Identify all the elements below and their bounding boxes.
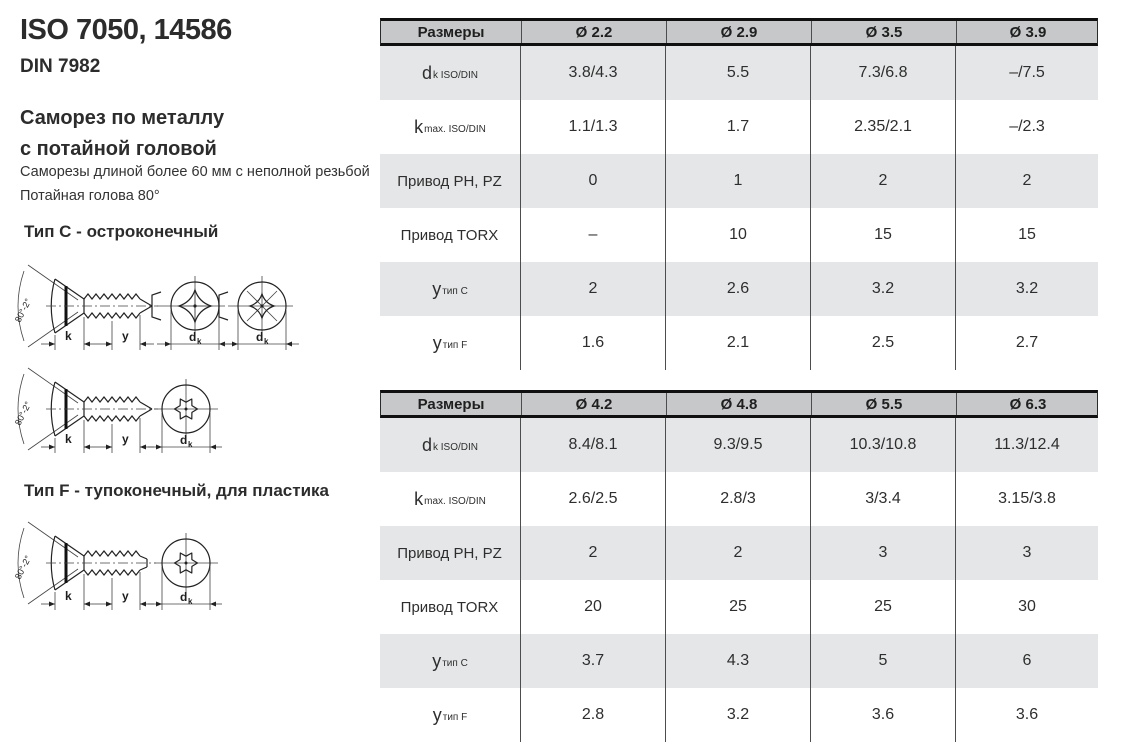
header-cell-diameter: Ø 6.3 xyxy=(956,393,1099,415)
cell-value: 25 xyxy=(665,580,810,634)
cell-value: 2 xyxy=(520,262,665,316)
cell-value: 4.3 xyxy=(665,634,810,688)
cell-value: 10.3/10.8 xyxy=(810,418,955,472)
header-cell-razmery: Размеры xyxy=(417,395,485,413)
row-label: Привод PH, PZ xyxy=(397,172,502,190)
table-row-dk xyxy=(380,418,1098,472)
cell-value: 3.2 xyxy=(665,688,810,742)
table-row-kmax xyxy=(380,472,1098,526)
cell-value: 2 xyxy=(520,526,665,580)
screw-side-view xyxy=(13,368,158,453)
section-title-type-f: Тип F - тупоконечный, для пластика xyxy=(24,481,329,500)
cell-value: 1.7 xyxy=(665,100,810,154)
row-label: Привод TORX xyxy=(400,598,499,616)
header-cell-razmery: Размеры xyxy=(417,23,485,41)
product-description-line1: Саморезы длиной более 60 мм с неполной резьбой xyxy=(20,164,370,180)
header-cell-diameter: Ø 5.5 xyxy=(811,393,956,415)
dim-k-label: k xyxy=(65,589,72,603)
type-f-drawing-torx xyxy=(8,510,223,617)
cell-value: 2 xyxy=(665,526,810,580)
cell-value: 2 xyxy=(810,154,955,208)
dim-dk-label: d xyxy=(189,330,197,344)
cell-value: 15 xyxy=(810,208,955,262)
table-row-y-type-f xyxy=(380,316,1098,370)
product-description-line2: Потайная голова 80° xyxy=(20,188,160,205)
product-name xyxy=(20,103,224,165)
row-label: y $_{тип C}$ xyxy=(432,650,468,671)
cell-value: 3.2 xyxy=(955,262,1098,316)
dim-k-label: k xyxy=(65,432,72,446)
dim-dk-label: d xyxy=(180,590,188,604)
cell-value: 0 xyxy=(520,154,665,208)
dim-dk-sub: k xyxy=(188,597,193,606)
dimensions-table-large-sizes xyxy=(380,390,1098,742)
cell-value: 7.3/6.8 xyxy=(810,46,955,100)
cell-value: 3.6 xyxy=(810,688,955,742)
table-row-drive-ph-pz xyxy=(380,154,1098,208)
row-label: y $_{тип C}$ xyxy=(432,278,468,299)
cell-value: 3.15/3.8 xyxy=(955,472,1098,526)
cell-value: 2.8/3 xyxy=(665,472,810,526)
cell-value: 3/3.4 xyxy=(810,472,955,526)
dim-dk-sub: k xyxy=(188,440,193,449)
dim-y-label: y xyxy=(122,329,129,343)
page-subtitle-din: DIN 7982 xyxy=(20,56,101,77)
dim-y-label: y xyxy=(122,432,129,446)
row-label: k $_{max. ISO/DIN}$ xyxy=(414,116,486,137)
cell-value: – xyxy=(520,208,665,262)
cell-value: 2 xyxy=(955,154,1098,208)
row-label: y $_{тип F}$ xyxy=(432,332,468,353)
angle-label: 80°-2° xyxy=(12,296,34,324)
cell-value: 2.6 xyxy=(665,262,810,316)
product-description xyxy=(20,160,370,209)
cell-value: 2.7 xyxy=(955,316,1098,370)
header-cell-diameter: Ø 2.2 xyxy=(521,21,666,43)
cell-value: 6 xyxy=(955,634,1098,688)
table-header-row xyxy=(380,390,1098,418)
page-title: ISO 7050, 14586 xyxy=(20,14,232,46)
dim-k-label: k xyxy=(65,329,72,343)
cell-value: 1.6 xyxy=(520,316,665,370)
table-row-drive-torx xyxy=(380,208,1098,262)
header-cell-diameter: Ø 4.8 xyxy=(666,393,811,415)
cell-value: 3.6 xyxy=(955,688,1098,742)
table-row-y-type-f xyxy=(380,688,1098,742)
cell-value: 10 xyxy=(665,208,810,262)
cell-value: 11.3/12.4 xyxy=(955,418,1098,472)
dimensions-table-small-sizes xyxy=(380,18,1098,370)
dim-dk-label: d xyxy=(256,330,264,344)
cell-value: 2.35/2.1 xyxy=(810,100,955,154)
header-cell-diameter: Ø 3.5 xyxy=(811,21,956,43)
table-row-dk xyxy=(380,46,1098,100)
cell-value: 15 xyxy=(955,208,1098,262)
table-row-y-type-c xyxy=(380,262,1098,316)
table-row-drive-ph-pz xyxy=(380,526,1098,580)
cell-value: 30 xyxy=(955,580,1098,634)
cell-value: –/7.5 xyxy=(955,46,1098,100)
cell-value: 3 xyxy=(810,526,955,580)
angle-label: 80°-2° xyxy=(12,553,34,581)
dim-dk-sub: k xyxy=(197,337,202,346)
table-row-kmax xyxy=(380,100,1098,154)
cell-value: 3.2 xyxy=(810,262,955,316)
cell-value: 2.5 xyxy=(810,316,955,370)
dim-dk-label: d xyxy=(180,433,188,447)
row-label: Привод TORX xyxy=(400,226,499,244)
row-label: d $_{k ISO/DIN}$ xyxy=(421,434,479,455)
product-name-line2: с потайной головой xyxy=(20,138,217,160)
cell-value: 25 xyxy=(810,580,955,634)
cell-value: 2.8 xyxy=(520,688,665,742)
screw-side-view-blunt xyxy=(13,522,156,610)
cell-value: 20 xyxy=(520,580,665,634)
screw-side-view xyxy=(13,265,158,350)
cell-value: 3.8/4.3 xyxy=(520,46,665,100)
type-c-drawing-torx xyxy=(8,358,223,460)
pz-head-icon xyxy=(219,276,299,350)
header-cell-diameter: Ø 4.2 xyxy=(521,393,666,415)
cell-value: –/2.3 xyxy=(955,100,1098,154)
cell-value: 2.6/2.5 xyxy=(520,472,665,526)
cell-value: 3.7 xyxy=(520,634,665,688)
row-label: d $_{k ISO/DIN}$ xyxy=(421,62,479,83)
type-c-drawing-ph-pz xyxy=(8,255,300,357)
header-cell-diameter: Ø 3.9 xyxy=(956,21,1099,43)
row-label: k $_{max. ISO/DIN}$ xyxy=(414,488,486,509)
cell-value: 1.1/1.3 xyxy=(520,100,665,154)
cell-value: 1 xyxy=(665,154,810,208)
product-name-line1: Саморез по металлу xyxy=(20,107,225,129)
cell-value: 9.3/9.5 xyxy=(665,418,810,472)
header-cell-diameter: Ø 2.9 xyxy=(666,21,811,43)
torx-head-icon xyxy=(148,379,222,453)
angle-label: 80°-2° xyxy=(12,399,34,427)
table-row-y-type-c xyxy=(380,634,1098,688)
dim-dk-sub: k xyxy=(264,337,269,346)
section-title-type-c: Тип C - остроконечный xyxy=(24,222,219,241)
cell-value: 8.4/8.1 xyxy=(520,418,665,472)
table-header-row xyxy=(380,18,1098,46)
table-row-drive-torx xyxy=(380,580,1098,634)
dim-y-label: y xyxy=(122,589,129,603)
row-label: y $_{тип F}$ xyxy=(432,704,468,725)
cell-value: 5 xyxy=(810,634,955,688)
row-label: Привод PH, PZ xyxy=(397,544,502,562)
torx-head-icon xyxy=(148,533,222,610)
ph-head-icon xyxy=(152,276,233,350)
cell-value: 3 xyxy=(955,526,1098,580)
cell-value: 5.5 xyxy=(665,46,810,100)
cell-value: 2.1 xyxy=(665,316,810,370)
